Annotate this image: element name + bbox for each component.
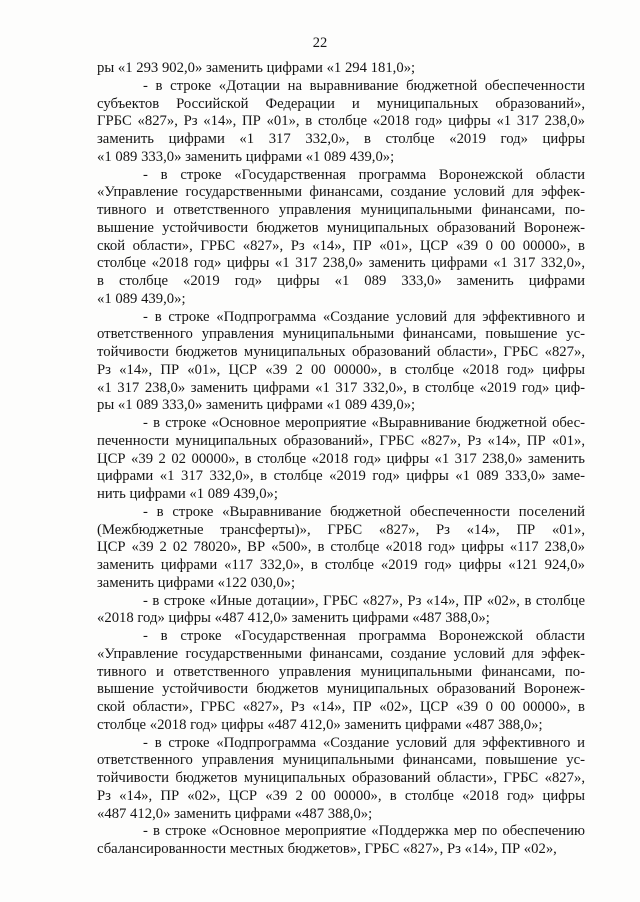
text-line: тивного и ответственного управления муниципальными финансами, по-	[97, 663, 585, 680]
amendment-paragraph	[97, 735, 585, 824]
text-line: печенности муниципальных образований», ГРБС «827», Рз «14», ПР «01»,	[97, 432, 585, 449]
text-line: заменить цифрами «117 332,0», в столбце «2019 год» цифры «121 924,0»	[97, 557, 585, 573]
text-line: сбалансированности местных бюджетов», ГРБС «827», Рз «14», ПР «02»,	[97, 841, 557, 857]
text-line: столбце «2018 год» цифры «1 317 238,0» заменить цифрами «1 317 332,0»,	[97, 255, 585, 272]
text-line: - в строке «Подпрограмма «Создание условий для эффективного и	[143, 308, 585, 325]
text-line: «2018 год» цифры «487 412,0» заменить цифрами «487 388,0»;	[97, 610, 490, 627]
text-line: заменить цифрами «122 030,0»;	[97, 574, 296, 591]
text-line: вышение устойчивости бюджетов муниципальных образований Воронеж-	[97, 681, 585, 698]
text-line: «Управление государственными финансами, создание условий для эффек-	[97, 184, 585, 201]
text-line: ГРБС «827», Рз «14», ПР «01», в столбце «2018 год» цифры «1 317 238,0»	[97, 113, 585, 130]
text-line: субъектов Российской Федерации и муниципальных образований»,	[97, 95, 585, 112]
text-line: в столбце «2019 год» цифры «1 089 333,0» заменить цифрами	[97, 273, 585, 289]
text-line: - в строке «Основное мероприятие «Поддержка мер по обеспечению	[143, 823, 585, 840]
text-line: вышение устойчивости бюджетов муниципальных образований Воронеж-	[97, 219, 585, 236]
text-line: ской области», ГРБС «827», Рз «14», ПР «01», ЦСР «39 0 00 00000», в	[97, 237, 585, 254]
text-line: ответственного управления муниципальными финансами, повышение ус-	[97, 326, 585, 343]
text-line: ры «1 293 902,0» заменить цифрами «1 294 181,0»;	[97, 60, 416, 76]
text-line: - в строке «Иные дотации», ГРБС «827», Рз «14», ПР «02», в столбце	[143, 592, 585, 609]
amendment-paragraph	[97, 78, 585, 167]
document-body	[97, 60, 585, 859]
text-line: ответственного управления муниципальными финансами, повышение ус-	[97, 752, 585, 769]
text-line: ры «1 089 333,0» заменить цифрами «1 089 439,0»;	[97, 397, 416, 414]
amendment-paragraph	[97, 60, 585, 78]
text-line: цифрами «1 317 332,0», в столбце «2019 год» цифры «1 089 333,0» заме-	[97, 468, 585, 485]
text-line: - в строке «Государственная программа Воронежской области	[143, 628, 585, 644]
amendment-paragraph	[97, 167, 585, 309]
text-line: столбце «2018 год» цифры «487 412,0» заменить цифрами «487 388,0»;	[97, 716, 543, 733]
amendment-paragraph	[97, 309, 585, 416]
amendment-paragraph	[97, 628, 585, 735]
text-line: тойчивости бюджетов муниципальных образований области», ГРБС «827»,	[97, 344, 585, 360]
amendment-paragraph	[97, 593, 585, 629]
text-line: «Управление государственными финансами, создание условий для эффек-	[97, 645, 585, 662]
text-line: Рз «14», ПР «01», ЦСР «39 2 00 00000», в столбце «2018 год» цифры	[97, 361, 585, 378]
text-line: Рз «14», ПР «02», ЦСР «39 2 00 00000», в столбце «2018 год» цифры	[97, 787, 585, 804]
text-line: - в строке «Основное мероприятие «Выравнивание бюджетной обес-	[143, 415, 585, 431]
page-number: 22	[312, 35, 328, 51]
amendment-paragraph	[97, 415, 585, 504]
text-line: - в строке «Государственная программа Воронежской области	[143, 166, 585, 183]
text-line: нить цифрами «1 089 439,0»;	[97, 486, 278, 502]
text-line: «487 412,0» заменить цифрами «487 388,0»;	[97, 805, 373, 822]
text-line: заменить цифрами «1 317 332,0», в столбце «2019 год» цифры	[97, 131, 585, 147]
text-line: ЦСР «39 2 02 00000», в столбце «2018 год» цифры «1 317 238,0» заменить	[97, 450, 585, 467]
text-line: - в строке «Подпрограмма «Создание условий для эффективного и	[143, 734, 585, 751]
text-line: «1 089 333,0» заменить цифрами «1 089 439,0»;	[97, 148, 395, 165]
amendment-paragraph	[97, 504, 585, 593]
text-line: «1 317 238,0» заменить цифрами «1 317 332,0», в столбце «2019 год» циф-	[97, 379, 585, 396]
text-line: - в строке «Дотации на выравнивание бюджетной обеспеченности	[143, 77, 585, 94]
text-line: ЦСР «39 2 02 78020», ВР «500», в столбце «2018 год» цифры «117 238,0»	[97, 539, 585, 556]
text-line: ской области», ГРБС «827», Рз «14», ПР «02», ЦСР «39 0 00 00000», в	[97, 699, 585, 715]
text-line: тойчивости бюджетов муниципальных образований области», ГРБС «827»,	[97, 770, 585, 786]
text-line: (Межбюджетные трансферты)», ГРБС «827», Рз «14», ПР «01»,	[97, 521, 585, 538]
amendment-paragraph	[97, 823, 585, 859]
text-line: - в строке «Выравнивание бюджетной обеспеченности поселений	[143, 503, 585, 520]
text-line: тивного и ответственного управления муниципальными финансами, по-	[97, 202, 585, 218]
text-line: «1 089 439,0»;	[97, 290, 186, 307]
